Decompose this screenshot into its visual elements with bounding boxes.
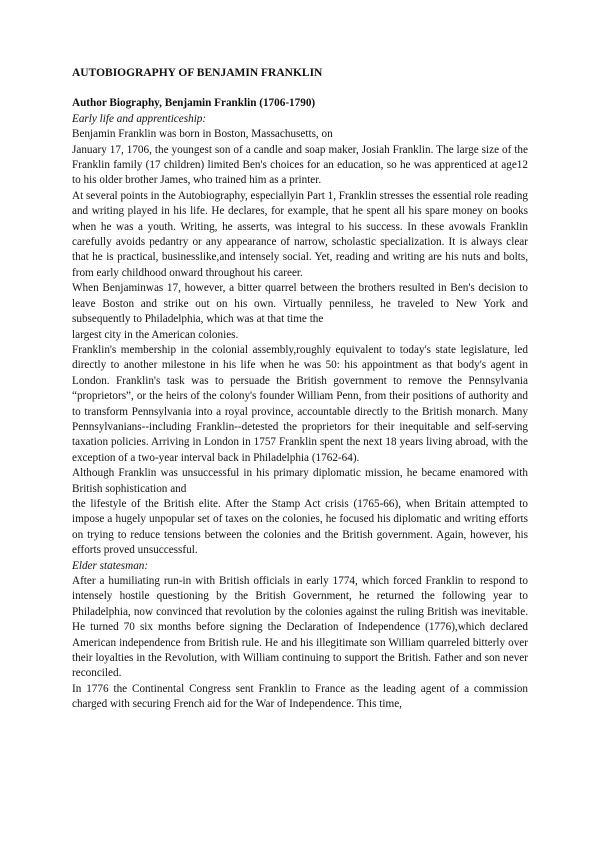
section-heading-early-life: Early life and apprenticeship: — [72, 112, 207, 125]
paragraph-6: Franklin's membership in the colonial assembly,roughly equivalent to today's state legislature, led directly to another milestone in his life when he was 50: his appointment as that body's agent in London. Franklin's task was to persuade the British government to remove the Pennsylvania “proprietors”, or the heirs of the colony's founder William Penn, from their positions of authority and to transform Pennsylvania into a royal province, accountable directly to the British monarch. Many Pennsylvanians--including Franklin--detested the proprietors for their inequitable and self-serving taxation policies. Arriving in London in 1757 Franklin spent the next 18 years living abroad, with the exception of a two-year interval back in Philadelphia (1762-64). — [72, 343, 528, 464]
paragraph-1: Benjamin Franklin was born in Boston, Massachusetts, on — [72, 128, 333, 141]
paragraph-5: largest city in the American colonies. — [72, 328, 239, 341]
paragraph-7: Although Franklin was unsuccessful in his primary diplomatic mission, he became enamored with British sophistication and — [72, 467, 528, 495]
section-heading-elder-statesman: Elder statesman: — [72, 559, 149, 572]
paragraph-8: the lifestyle of the British elite. After the Stamp Act crisis (1765-66), when Britain attempted to impose a hugely unpopular set of taxes on the colonies, he focused his diplomatic and writing efforts on trying to reduce tensions between the colonies and the British government. Again, however, his efforts proved unsuccessful. — [72, 497, 528, 557]
paragraph-4: When Benjaminwas 17, however, a bitter quarrel between the brothers resulted in Ben's decision to leave Boston and strike out on his own. Virtually penniless, he traveled to New York and subsequently to Philadelphia, which was at that time the — [72, 282, 528, 326]
document-page — [72, 66, 528, 713]
paragraph-9: After a humiliating run-in with British officials in early 1774, which forced Franklin to respond to intensely hostile questioning by the British Government, he returned the following year to Philadelphia, now convinced that revolution by the colonies against the ruling British was inevitable. He turned 70 six months before signing the Declaration of Independence (1776),which declared American independence from British rule. He and his illegitimate son William quarreled bitterly over their loyalties in the Revolution, with William continuing to support the British. Father and son never reconciled. — [72, 575, 528, 680]
author-biography-heading: Author Biography, Benjamin Franklin (1706-1790) — [72, 97, 316, 110]
paragraph-2: January 17, 1706, the youngest son of a candle and soap maker, Josiah Franklin. The large size of the Franklin family (17 children) limited Ben's choices for an education, so he was apprenticed at age12 to his older brother James, who trained him as a printer. — [72, 143, 528, 187]
document-title: AUTOBIOGRAPHY OF BENJAMIN FRANKLIN — [72, 67, 323, 79]
paragraph-10: In 1776 the Continental Congress sent Franklin to France as the leading agent of a commission charged with securing French aid for the War of Independence. This time, — [72, 682, 528, 711]
paragraph-3: At several points in the Autobiography, especiallyin Part 1, Franklin stresses the essential role reading and writing played in his life. He declares, for example, that he spent all his spare money on books when he was a youth. Writing, he asserts, was integral to his success. In these avowals Franklin carefully avoids pedantry or any appearance of narrow, scholastic specialization. It is always clear that he is practical, businesslike,and intensely social. Yet, reading and writing are his nuts and bolts, from early childhood onward throughout his career. — [72, 189, 528, 279]
